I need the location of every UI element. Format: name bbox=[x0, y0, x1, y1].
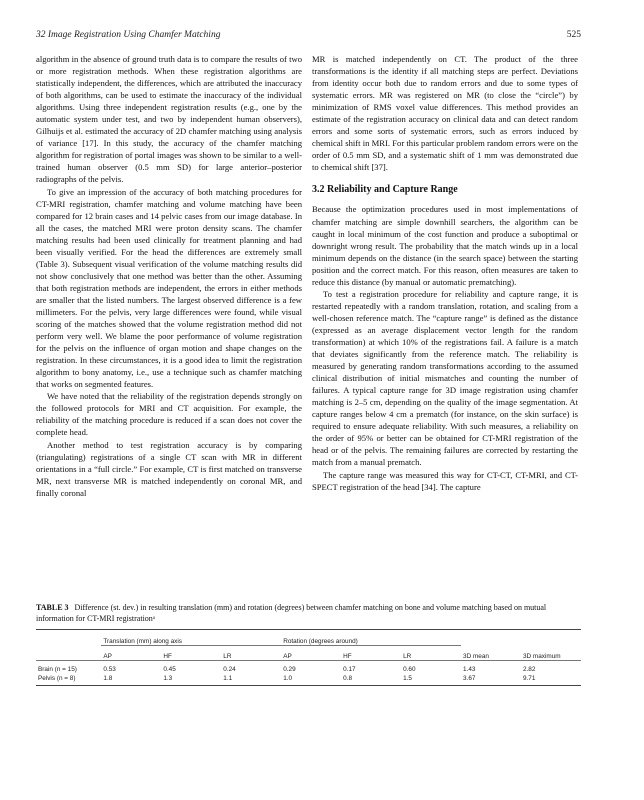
paragraph: To give an impression of the accuracy of both matching procedures for CT-MRI registration, chamfer matching and volume matching have been compared for 12 brain cases and 14 pelvic cases from our image database. In all the cases, the matched MRI were proton density scans. The chamfer matching results had been used clinically for treatment planning and had been visually verified. For the head the differences are extremely small (Table 3). Subsequent visual verification of the volume matching results did not show conclusively that one method was better than the other. Assuming that both registration methods are independent, the errors in either methods are smaller that the listed numbers. The largest observed difference is a few millimeters. For the pelvis, very large differences were found, while visual scoring of the matches showed that the volume registration method did not perform very well. We blame the poor performance of volume registration for the pelvis on the influence of organ motion and shape changes on the registration. In these circumstances, it is a good idea to limit the registration algorithm to bony anatomy, i.e., use a technique such as chamfer matching that works on segmented features. bbox=[36, 186, 302, 390]
table-cell: 1.5 bbox=[401, 674, 461, 686]
row-label: Brain (n = 15) bbox=[38, 665, 77, 673]
table-caption bbox=[36, 602, 581, 624]
left-column bbox=[36, 53, 302, 499]
row-label: Pelvis (n = 8) bbox=[36, 674, 101, 686]
paragraph: algorithm in the absence of ground truth data is to compare the results of two or more registration methods. When these registration algorithms are statistically independent, the differences, which are attributed the inaccuracy of both algorithms, can be used to estimate the inaccuracy of the individual algorithms. Using three independent registration results (e.g., one by the automatic system under test, and two by independent human observers), Gilhuijs et al. estimated the accuracy of 2D chamfer matching using analysis of variance [17]. In this study, the accuracy of the chamfer matching algorithm for registration of portal images was shown to be similar to a well-trained human observer (0.5 mm SD) for large anterior–posterior radiographs of the pelvis. bbox=[36, 54, 302, 185]
column-header: LR bbox=[221, 646, 281, 661]
table-cell: 0.24 bbox=[223, 665, 236, 673]
data-table bbox=[36, 629, 581, 686]
column-header: AP bbox=[281, 646, 341, 661]
table-cell: 0.8 bbox=[341, 674, 401, 686]
table-cell: 0.17 bbox=[343, 665, 356, 673]
table-caption-text: Difference (st. dev.) in resulting translation (mm) and rotation (degrees) between chamfer matching on bone and volume matching based on mutual information for CT-MRI registrationᵃ bbox=[36, 603, 547, 623]
table-cell: 1.8 bbox=[101, 674, 161, 686]
running-title: 32 Image Registration Using Chamfer Matching bbox=[36, 30, 221, 40]
paragraph: MR is matched independently on CT. The product of the three transformations is the identity if all matching steps are perfect. Deviations from identity occur both due to random errors and due to some types of systematic errors. MR was registered on MR (to close the “circle”) by minimization of RMS voxel value differences. This method provides an estimate of the registration accuracy on clinical data and can detect random errors and some sorts of systematic errors, such as errors induced by chemical shift in MRI. For this particular problem random errors were on the order of 0.5 mm SD, and a systematic shift of 1 mm was demonstrated due to chemical shift [37]. bbox=[312, 54, 578, 173]
table-cell: 1.43 bbox=[463, 665, 476, 673]
table-cell: 9.71 bbox=[521, 674, 581, 686]
column-header: AP bbox=[101, 646, 161, 661]
page-number: 525 bbox=[566, 30, 581, 40]
table-cell: 3.67 bbox=[461, 674, 521, 686]
table-cell: 0.60 bbox=[403, 665, 416, 673]
table-cell: 1.3 bbox=[161, 674, 221, 686]
column-header: HF bbox=[341, 646, 401, 661]
paragraph: Because the optimization procedures used in most implementations of chamfer matching are simple downhill searchers, the algorithm can be caught in local minimum of the cost function and produce a suboptimal or downright wrong result. The probability that the match winds up in a local minimum depends on the distance (in the search space) between the starting position and the correct match. For this reason, often measures are taken to reduce this distance (by manual or automatic prematching). bbox=[312, 204, 578, 287]
column-header: HF bbox=[161, 646, 221, 661]
table-cell: 0.29 bbox=[283, 665, 296, 673]
group-header-translation: Translation (mm) along axis bbox=[101, 633, 281, 646]
table-cell: 1.0 bbox=[281, 674, 341, 686]
table-cell: 0.53 bbox=[103, 665, 116, 673]
section-heading: 3.2 Reliability and Capture Range bbox=[312, 184, 458, 196]
table-row bbox=[36, 661, 581, 675]
table-cell: 0.45 bbox=[163, 665, 176, 673]
paragraph: To test a registration procedure for reliability and capture range, it is restarted repeatedly with a random translation, rotation, and scaling from a well-chosen reference match. The “capture range” is defined as the distance (expressed as an average displacement vector length for the random transformation) at which 10% of the registrations fail. A failure is a match that deviates significantly from the reference match. The reliability is measured by generating random transformations according to the assumed clinical distribution of initial mismatches and counting the number of failures. A typical capture range for 3D image registration using chamfer matching is 2–5 cm, depending on the quality of the image segmentation. At capture ranges below 4 cm a prematch (for instance, on the skin surface) is required to ensure adequate reliability. With such measures, a reliability on the order of 95% or better can be obtained for CT-MRI registration of the head or of the pelvis. The remaining failures are corrected by restarting the match from a manual prematch. bbox=[312, 288, 578, 468]
table-label: TABLE 3 bbox=[36, 603, 69, 612]
paragraph: Another method to test registration accuracy is by comparing (triangulating) registrations of a single CT scan with MR in different orientations in a “full circle.” For example, CT is first matched on transverse MR, next transverse MR is matched independently on coronal MR, and finally coronal bbox=[36, 439, 302, 498]
running-header bbox=[36, 30, 581, 44]
column-header: LR bbox=[401, 646, 461, 661]
table-cell: 2.82 bbox=[522, 665, 536, 673]
table-3 bbox=[36, 602, 581, 686]
table-cell: 1.1 bbox=[221, 674, 281, 686]
table-row bbox=[36, 674, 581, 686]
column-header: 3D mean bbox=[461, 646, 521, 661]
group-header-rotation: Rotation (degrees around) bbox=[281, 633, 461, 646]
paragraph: The capture range was measured this way for CT-CT, CT-MRI, and CT-SPECT registration of the head [34]. The capture bbox=[312, 469, 578, 492]
column-header: 3D maximum bbox=[521, 646, 581, 661]
paragraph: We have noted that the reliability of the registration depends strongly on the followed protocols for MRI and CT acquisition. For example, the reliability of the matching procedure is reduced if a scan does not cover the complete head. bbox=[36, 391, 302, 438]
right-column bbox=[312, 53, 578, 493]
